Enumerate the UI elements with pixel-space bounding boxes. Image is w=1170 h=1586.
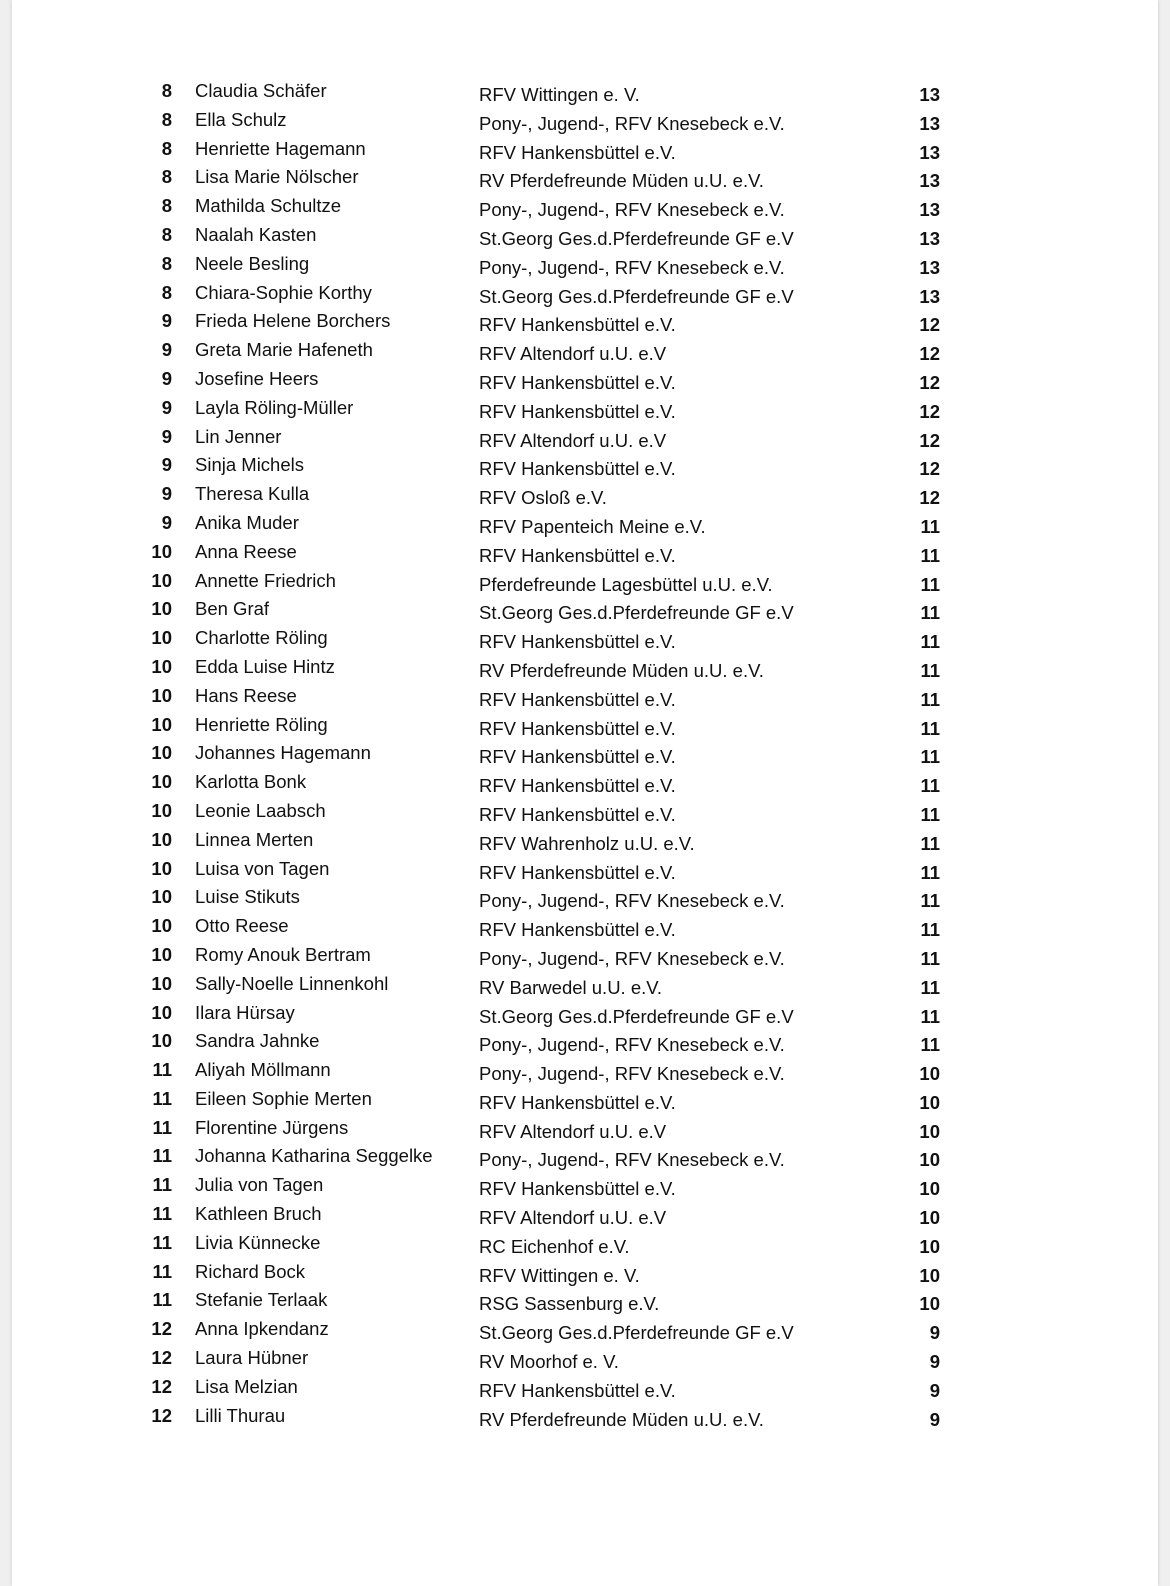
rank-cell: 11: [152, 1087, 172, 1109]
table-row: [12, 800, 1158, 829]
table-row: [12, 1088, 1158, 1117]
name-cell: Romy Anouk Bertram: [195, 943, 371, 965]
club-cell: St.Georg Ges.d.Pferdefreunde GF e.V: [479, 285, 794, 307]
club-cell: RFV Osloß e.V.: [479, 487, 607, 509]
club-cell: RFV Hankensbüttel e.V.: [479, 1091, 676, 1113]
table-row: [12, 1002, 1158, 1031]
club-cell: RFV Hankensbüttel e.V.: [479, 688, 676, 710]
points-cell: 9: [929, 1408, 940, 1430]
rank-cell: 9: [161, 425, 172, 447]
club-cell: RFV Hankensbüttel e.V.: [479, 458, 676, 480]
name-cell: Henriette Hagemann: [195, 137, 366, 159]
rank-cell: 11: [152, 1059, 172, 1081]
rank-cell: 9: [161, 367, 172, 389]
name-cell: Linnea Merten: [195, 828, 314, 850]
points-cell: 10: [919, 1235, 940, 1257]
rank-cell: 11: [152, 1116, 172, 1138]
points-cell: 12: [919, 487, 940, 509]
points-cell: 12: [919, 400, 940, 422]
table-row: [12, 858, 1158, 887]
name-cell: Luisa von Tagen: [195, 857, 330, 879]
name-cell: Greta Marie Hafeneth: [195, 339, 373, 361]
rank-cell: 8: [161, 223, 172, 245]
points-cell: 10: [919, 1178, 940, 1200]
club-cell: RFV Wittingen e. V.: [479, 1264, 640, 1286]
club-cell: RV Pferdefreunde Müden u.U. e.V.: [479, 1408, 764, 1430]
table-row: [12, 1203, 1158, 1232]
name-cell: Florentine Jürgens: [195, 1116, 349, 1138]
name-cell: Johannes Hagemann: [195, 742, 371, 764]
points-cell: 13: [919, 199, 940, 221]
name-cell: Eileen Sophie Merten: [195, 1087, 372, 1109]
rank-cell: 8: [161, 80, 172, 101]
table-row: [12, 541, 1158, 570]
name-cell: Josefine Heers: [195, 367, 319, 389]
club-cell: RFV Papenteich Meine e.V.: [479, 515, 706, 537]
points-cell: 13: [919, 170, 940, 192]
club-cell: RFV Hankensbüttel e.V.: [479, 861, 676, 883]
points-cell: 11: [920, 861, 940, 883]
points-cell: 13: [919, 84, 940, 105]
table-row: [12, 483, 1158, 512]
name-cell: Layla Röling-Müller: [195, 396, 354, 418]
points-cell: 11: [920, 515, 940, 537]
rank-cell: 10: [151, 627, 172, 649]
rank-cell: 11: [152, 1289, 172, 1311]
club-cell: RV Barwedel u.U. e.V.: [479, 976, 663, 998]
rank-cell: 10: [151, 972, 172, 994]
club-cell: RFV Hankensbüttel e.V.: [479, 717, 676, 739]
table-row: [12, 714, 1158, 743]
points-cell: 11: [920, 976, 940, 998]
points-cell: 11: [920, 573, 940, 595]
name-cell: Otto Reese: [195, 915, 289, 937]
table-row: [12, 1405, 1158, 1434]
club-cell: RFV Hankensbüttel e.V.: [479, 141, 676, 163]
table-row: [12, 253, 1158, 282]
rank-cell: 8: [161, 137, 172, 159]
name-cell: Ben Graf: [195, 598, 270, 620]
name-cell: Frieda Helene Borchers: [195, 310, 391, 332]
club-cell: RSG Sassenburg e.V.: [479, 1293, 660, 1315]
rank-cell: 11: [152, 1260, 172, 1282]
points-cell: 11: [920, 544, 940, 566]
table-row: [12, 80, 1158, 109]
points-cell: 11: [920, 631, 940, 653]
table-row: [12, 282, 1158, 311]
rank-cell: 12: [151, 1347, 172, 1369]
points-cell: 11: [920, 919, 940, 941]
rank-cell: 9: [161, 310, 172, 332]
rank-cell: 10: [151, 598, 172, 620]
name-cell: Naalah Kasten: [195, 223, 317, 245]
points-cell: 12: [919, 314, 940, 336]
club-cell: RFV Hankensbüttel e.V.: [479, 775, 676, 797]
rank-cell: 8: [161, 195, 172, 217]
club-cell: St.Georg Ges.d.Pferdefreunde GF e.V: [479, 602, 794, 624]
points-cell: 11: [920, 803, 940, 825]
points-cell: 12: [919, 429, 940, 451]
club-cell: RFV Hankensbüttel e.V.: [479, 371, 676, 393]
rank-cell: 10: [151, 713, 172, 735]
rank-cell: 10: [151, 569, 172, 591]
rank-cell: 9: [161, 339, 172, 361]
rank-cell: 8: [161, 252, 172, 274]
name-cell: Lisa Melzian: [195, 1375, 298, 1397]
points-cell: 13: [919, 227, 940, 249]
points-cell: 11: [920, 717, 940, 739]
club-cell: RC Eichenhof e.V.: [479, 1235, 630, 1257]
table-row: [12, 426, 1158, 455]
name-cell: Henriette Röling: [195, 713, 328, 735]
table-row: [12, 1232, 1158, 1261]
club-cell: Pony-, Jugend-, RFV Knesebeck e.V.: [479, 199, 785, 221]
rank-cell: 10: [151, 886, 172, 908]
table-row: [12, 1030, 1158, 1059]
name-cell: Laura Hübner: [195, 1347, 309, 1369]
points-cell: 11: [920, 1034, 940, 1056]
points-cell: 13: [919, 256, 940, 278]
name-cell: Chiara-Sophie Korthy: [195, 281, 372, 303]
club-cell: RFV Wahrenholz u.U. e.V.: [479, 832, 695, 854]
club-cell: RFV Hankensbüttel e.V.: [479, 314, 676, 336]
name-cell: Lin Jenner: [195, 425, 282, 447]
name-cell: Richard Bock: [195, 1260, 306, 1282]
name-cell: Anna Ipkendanz: [195, 1318, 329, 1340]
table-row: [12, 685, 1158, 714]
club-cell: RFV Wittingen e. V.: [479, 84, 640, 105]
club-cell: Pony-, Jugend-, RFV Knesebeck e.V.: [479, 947, 785, 969]
table-row: [12, 570, 1158, 599]
club-cell: Pferdefreunde Lagesbüttel u.U. e.V.: [479, 573, 773, 595]
points-cell: 12: [919, 458, 940, 480]
name-cell: Livia Künnecke: [195, 1231, 321, 1253]
points-cell: 11: [920, 832, 940, 854]
rank-cell: 11: [152, 1231, 172, 1253]
table-row: [12, 166, 1158, 195]
points-cell: 9: [929, 1379, 940, 1401]
name-cell: Sinja Michels: [195, 454, 304, 476]
rank-cell: 10: [151, 799, 172, 821]
table-row: [12, 1145, 1158, 1174]
rank-cell: 11: [152, 1203, 172, 1225]
name-cell: Julia von Tagen: [195, 1174, 324, 1196]
name-cell: Lisa Marie Nölscher: [195, 166, 359, 188]
points-cell: 11: [920, 947, 940, 969]
club-cell: RFV Hankensbüttel e.V.: [479, 1379, 676, 1401]
club-cell: RV Pferdefreunde Müden u.U. e.V.: [479, 659, 764, 681]
club-cell: St.Georg Ges.d.Pferdefreunde GF e.V: [479, 227, 794, 249]
name-cell: Luise Stikuts: [195, 886, 300, 908]
table-row: [12, 512, 1158, 541]
club-cell: RFV Hankensbüttel e.V.: [479, 544, 676, 566]
results-table: [12, 80, 1158, 1433]
rank-cell: 11: [152, 1174, 172, 1196]
name-cell: Neele Besling: [195, 252, 310, 274]
points-cell: 11: [920, 602, 940, 624]
name-cell: Mathilda Schultze: [195, 195, 342, 217]
rank-cell: 10: [151, 915, 172, 937]
rank-cell: 10: [151, 771, 172, 793]
rank-cell: 9: [161, 511, 172, 533]
club-cell: RFV Hankensbüttel e.V.: [479, 400, 676, 422]
points-cell: 10: [919, 1063, 940, 1085]
points-cell: 9: [929, 1351, 940, 1373]
rank-cell: 11: [152, 1145, 172, 1167]
points-cell: 11: [920, 775, 940, 797]
table-row: [12, 1347, 1158, 1376]
club-cell: RFV Hankensbüttel e.V.: [479, 803, 676, 825]
table-row: [12, 1261, 1158, 1290]
name-cell: Ilara Hürsay: [195, 1001, 295, 1023]
rank-cell: 10: [151, 684, 172, 706]
table-row: [12, 656, 1158, 685]
name-cell: Hans Reese: [195, 684, 297, 706]
name-cell: Charlotte Röling: [195, 627, 328, 649]
points-cell: 13: [919, 141, 940, 163]
club-cell: Pony-, Jugend-, RFV Knesebeck e.V.: [479, 256, 785, 278]
table-row: [12, 310, 1158, 339]
table-row: [12, 829, 1158, 858]
club-cell: Pony-, Jugend-, RFV Knesebeck e.V.: [479, 890, 785, 912]
club-cell: RFV Altendorf u.U. e.V: [479, 1207, 667, 1229]
table-row: [12, 339, 1158, 368]
points-cell: 9: [929, 1322, 940, 1344]
table-row: [12, 397, 1158, 426]
points-cell: 12: [919, 343, 940, 365]
points-cell: 10: [919, 1293, 940, 1315]
table-row: [12, 224, 1158, 253]
name-cell: Leonie Laabsch: [195, 799, 326, 821]
club-cell: RFV Altendorf u.U. e.V: [479, 429, 667, 451]
rank-cell: 10: [151, 1001, 172, 1023]
rank-cell: 10: [151, 943, 172, 965]
club-cell: St.Georg Ges.d.Pferdefreunde GF e.V: [479, 1005, 794, 1027]
club-cell: St.Georg Ges.d.Pferdefreunde GF e.V: [479, 1322, 794, 1344]
points-cell: 11: [920, 659, 940, 681]
table-row: [12, 1174, 1158, 1203]
rank-cell: 10: [151, 857, 172, 879]
document-page: [12, 0, 1158, 1586]
club-cell: RV Pferdefreunde Müden u.U. e.V.: [479, 170, 764, 192]
rank-cell: 9: [161, 396, 172, 418]
club-cell: RFV Altendorf u.U. e.V: [479, 343, 667, 365]
table-row: [12, 1289, 1158, 1318]
club-cell: RFV Altendorf u.U. e.V: [479, 1120, 667, 1142]
rank-cell: 10: [151, 540, 172, 562]
name-cell: Lilli Thurau: [195, 1404, 286, 1426]
club-cell: Pony-, Jugend-, RFV Knesebeck e.V.: [479, 1034, 785, 1056]
points-cell: 11: [920, 688, 940, 710]
rank-cell: 12: [151, 1318, 172, 1340]
points-cell: 13: [919, 285, 940, 307]
name-cell: Kathleen Bruch: [195, 1203, 322, 1225]
club-cell: Pony-, Jugend-, RFV Knesebeck e.V.: [479, 1149, 785, 1171]
name-cell: Stefanie Terlaak: [195, 1289, 328, 1311]
table-row: [12, 368, 1158, 397]
table-row: [12, 771, 1158, 800]
table-row: [12, 454, 1158, 483]
name-cell: Karlotta Bonk: [195, 771, 307, 793]
points-cell: 10: [919, 1120, 940, 1142]
name-cell: Sandra Jahnke: [195, 1030, 320, 1052]
club-cell: Pony-, Jugend-, RFV Knesebeck e.V.: [479, 112, 785, 134]
points-cell: 11: [920, 890, 940, 912]
table-row: [12, 1059, 1158, 1088]
club-cell: RV Moorhof e. V.: [479, 1351, 619, 1373]
rank-cell: 10: [151, 742, 172, 764]
points-cell: 10: [919, 1091, 940, 1113]
rank-cell: 8: [161, 108, 172, 130]
points-cell: 12: [919, 371, 940, 393]
table-row: [12, 915, 1158, 944]
points-cell: 10: [919, 1207, 940, 1229]
points-cell: 10: [919, 1149, 940, 1171]
rank-cell: 9: [161, 483, 172, 505]
rank-cell: 8: [161, 281, 172, 303]
rank-cell: 12: [151, 1404, 172, 1426]
table-row: [12, 742, 1158, 771]
club-cell: RFV Hankensbüttel e.V.: [479, 1178, 676, 1200]
name-cell: Claudia Schäfer: [195, 80, 327, 101]
rank-cell: 12: [151, 1375, 172, 1397]
table-row: [12, 973, 1158, 1002]
points-cell: 11: [920, 1005, 940, 1027]
points-cell: 11: [920, 746, 940, 768]
club-cell: RFV Hankensbüttel e.V.: [479, 919, 676, 941]
name-cell: Ella Schulz: [195, 108, 287, 130]
points-cell: 10: [919, 1264, 940, 1286]
name-cell: Anika Muder: [195, 511, 299, 533]
table-row: [12, 109, 1158, 138]
name-cell: Theresa Kulla: [195, 483, 310, 505]
club-cell: Pony-, Jugend-, RFV Knesebeck e.V.: [479, 1063, 785, 1085]
table-row: [12, 598, 1158, 627]
table-row: [12, 195, 1158, 224]
table-row: [12, 1318, 1158, 1347]
table-row: [12, 627, 1158, 656]
rank-cell: 8: [161, 166, 172, 188]
name-cell: Johanna Katharina Seggelke: [195, 1145, 433, 1167]
name-cell: Sally-Noelle Linnenkohl: [195, 972, 389, 994]
table-row: [12, 138, 1158, 167]
rank-cell: 10: [151, 655, 172, 677]
rank-cell: 9: [161, 454, 172, 476]
rank-cell: 10: [151, 1030, 172, 1052]
points-cell: 13: [919, 112, 940, 134]
table-row: [12, 1376, 1158, 1405]
name-cell: Annette Friedrich: [195, 569, 336, 591]
name-cell: Edda Luise Hintz: [195, 655, 335, 677]
club-cell: RFV Hankensbüttel e.V.: [479, 631, 676, 653]
rank-cell: 10: [151, 828, 172, 850]
table-row: [12, 944, 1158, 973]
name-cell: Aliyah Möllmann: [195, 1059, 331, 1081]
table-row: [12, 1117, 1158, 1146]
name-cell: Anna Reese: [195, 540, 297, 562]
club-cell: RFV Hankensbüttel e.V.: [479, 746, 676, 768]
table-row: [12, 886, 1158, 915]
